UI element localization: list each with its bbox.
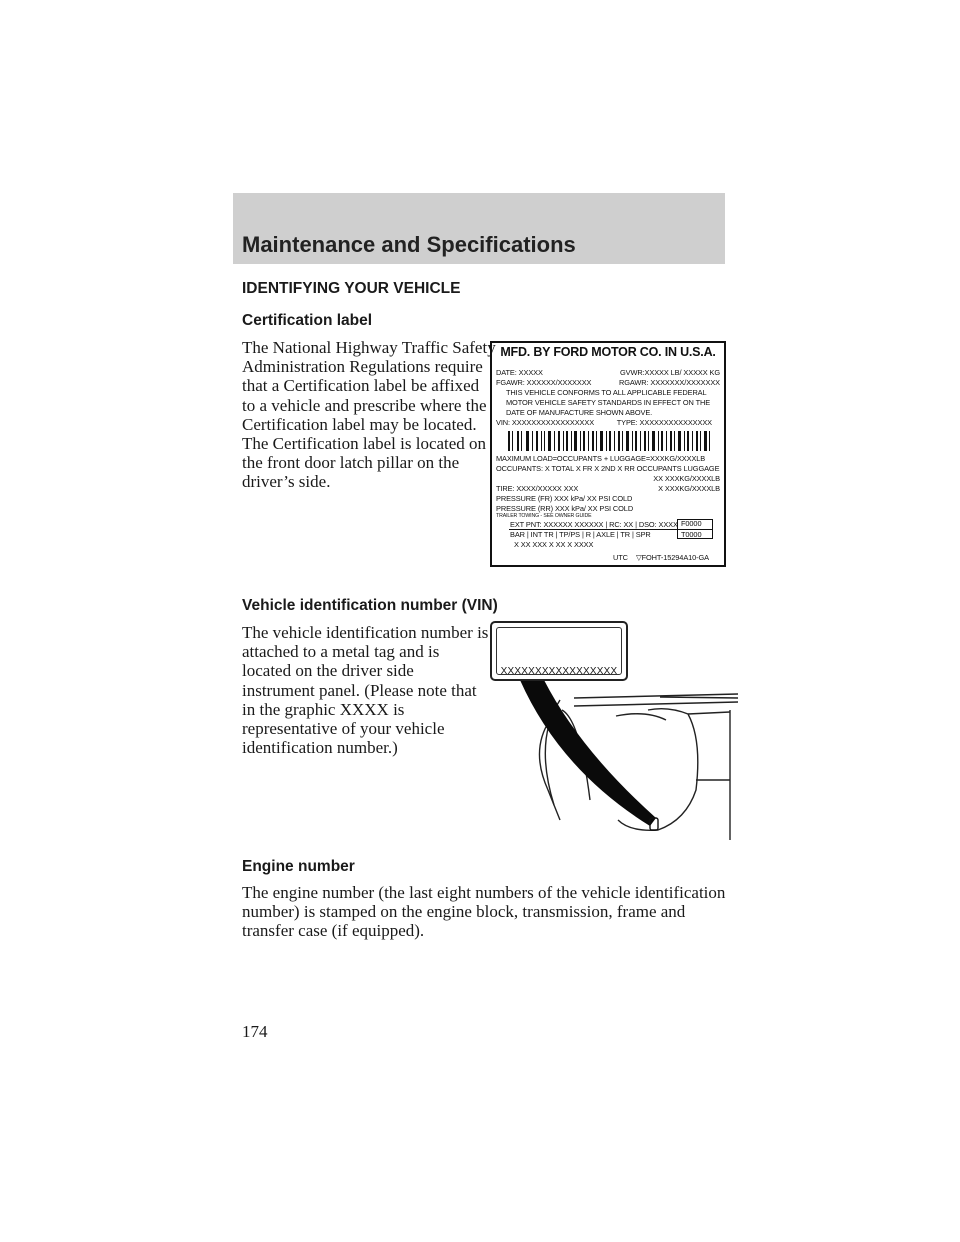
vin-line: attached to a metal tag and is <box>242 642 440 662</box>
label-conform-line: DATE OF MANUFACTURE SHOWN ABOVE. <box>506 408 653 417</box>
cert-line: the front door latch pillar on the <box>242 453 460 473</box>
page-header-title: Maintenance and Specifications <box>242 232 576 257</box>
label-vin: VIN: XXXXXXXXXXXXXXXXX <box>496 418 595 427</box>
cert-heading: Certification label <box>242 312 373 329</box>
vin-line: representative of your vehicle <box>242 719 445 739</box>
label-type: TYPE: XXXXXXXXXXXXXXX <box>616 418 712 427</box>
label-conform-line: MOTOR VEHICLE SAFETY STANDARDS IN EFFECT ON THE <box>506 398 711 407</box>
label-ext-paint: EXT PNT: XXXXXX XXXXXX | RC: XX | DSO: XXXX <box>510 520 678 529</box>
triangle-icon: ▽ <box>636 553 642 562</box>
label-trailer-note: TRAILER TOWING - SEE OWNER GUIDE <box>496 513 592 519</box>
cert-line: Certification label may be located. <box>242 414 477 434</box>
page-number: 174 <box>242 1022 268 1041</box>
label-tire: TIRE: XXXX/XXXXX XXX <box>496 484 579 493</box>
certification-label-illustration <box>490 341 726 567</box>
label-codes-header: BAR | INT TR | TP/PS | R | AXLE | TR | SPR <box>510 530 651 539</box>
label-tire-values: X XXXKG/XXXXLB <box>658 484 720 493</box>
vin-heading: Vehicle identification number (VIN) <box>242 597 498 614</box>
engine-line: The engine number (the last eight numbers of the vehicle identification <box>242 883 726 902</box>
label-conform-line: THIS VEHICLE CONFORMS TO ALL APPLICABLE FEDERAL <box>506 388 707 397</box>
engine-heading: Engine number <box>242 858 355 875</box>
label-code-bottom: T0000 <box>681 530 702 539</box>
vin-line: The vehicle identification number is <box>242 623 489 642</box>
engine-line: number) is stamped on the engine block, transmission, frame and <box>242 902 686 922</box>
cert-line: that a Certification label be affixed <box>242 376 480 396</box>
cert-line: to a vehicle and prescribe where the <box>242 395 487 415</box>
vin-line: instrument panel. (Please note that <box>242 680 477 700</box>
barcode-graphic <box>508 431 712 451</box>
label-fgawr: FGAWR: XXXXXX/XXXXXXX <box>496 378 592 387</box>
cert-paragraph <box>242 338 496 492</box>
label-title: MFD. BY FORD MOTOR CO. IN U.S.A. <box>500 345 716 359</box>
label-max-load: MAXIMUM LOAD=OCCUPANTS + LUGGAGE=XXXKG/XXXXLB <box>496 454 706 463</box>
cert-line: The National Highway Traffic Safety <box>242 338 496 357</box>
cert-line: Administration Regulations require <box>242 357 483 377</box>
label-pressure-rear: PRESSURE (RR) XXX kPa/ XX PSI COLD <box>496 504 634 513</box>
vin-line: in the graphic XXXX is <box>242 699 405 719</box>
vin-paragraph <box>242 623 488 757</box>
label-date: DATE: XXXXX <box>496 368 543 377</box>
cert-line: driver’s side. <box>242 472 331 492</box>
engine-paragraph <box>242 883 725 941</box>
label-pressure-front: PRESSURE (FR) XXX kPa/ XX PSI COLD <box>496 494 633 503</box>
vin-tag-text: XXXXXXXXXXXXXXXXX <box>500 666 618 677</box>
label-occupant-values: XX XXXKG/XXXXLB <box>653 474 720 483</box>
label-code-top: F0000 <box>681 519 702 528</box>
label-occupants: OCCUPANTS: X TOTAL X FR X 2ND X RR OCCUPANTS LUGGAGE <box>496 464 720 473</box>
vin-metal-tag <box>490 621 628 681</box>
label-gvwr: GVWR:XXXXX LB/ XXXXX KG <box>620 368 720 377</box>
engine-line: transfer case (if equipped). <box>242 921 425 941</box>
label-rgawr: RGAWR: XXXXXXX/XXXXXXX <box>618 378 720 387</box>
label-utc: UTC <box>613 553 628 562</box>
cert-line: The Certification label is located on <box>242 434 487 454</box>
label-ref <box>636 553 709 562</box>
section-heading: IDENTIFYING YOUR VEHICLE <box>242 280 461 297</box>
vin-line: identification number.) <box>242 738 398 758</box>
vin-line: located on the driver side <box>242 661 414 681</box>
label-ref-text: FOHT-15294A10-GA <box>641 553 710 562</box>
label-codes-values: X XX XXX X XX X XXXX <box>514 540 594 549</box>
